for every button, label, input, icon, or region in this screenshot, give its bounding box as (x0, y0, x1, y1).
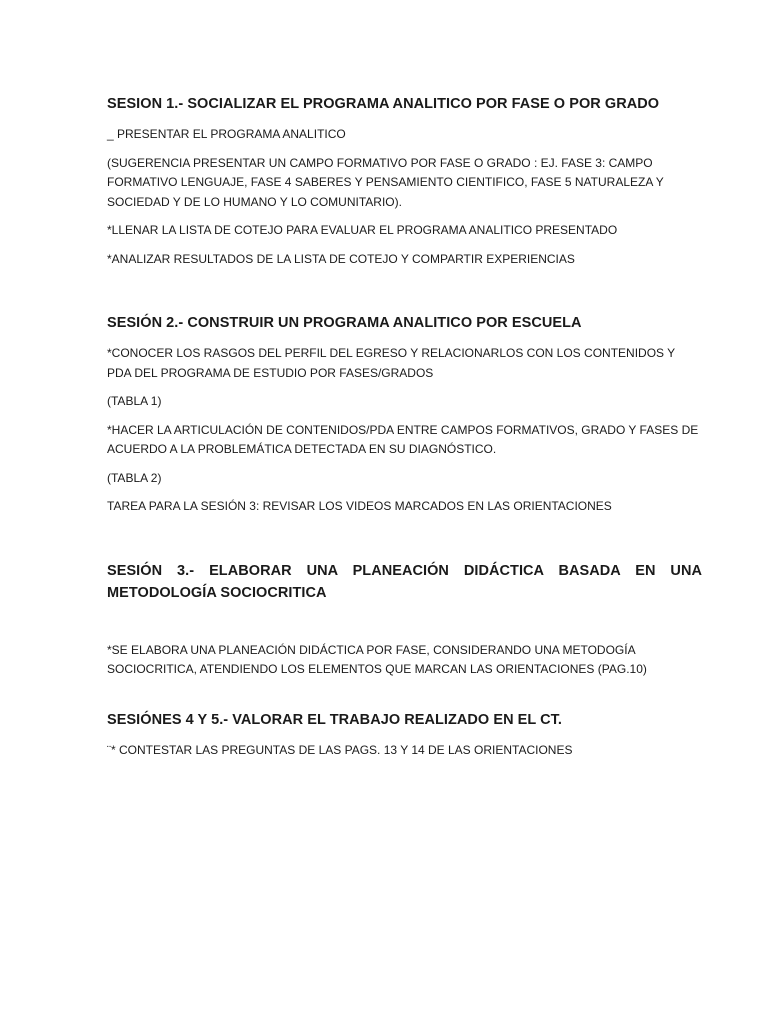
session-3-heading: SESIÓN 3.- ELABORAR UNA PLANEACIÓN DIDÁCTICA BASADA EN UNA METODOLOGÍA SOCIOCRITICA (107, 562, 702, 601)
session-2-paragraph-1: *CONOCER LOS RASGOS DEL PERFIL DEL EGRESO Y RELACIONARLOS CON LOS CONTENIDOS Y PDA DEL PROGRAMA DE ESTUDIO POR FASES/GRADOS (107, 346, 675, 380)
session-1-heading: SESION 1.- SOCIALIZAR EL PROGRAMA ANALITICO POR FASE O POR GRADO (107, 96, 660, 112)
session-4-5-paragraph-1: ¨* CONTESTAR LAS PREGUNTAS DE LAS PAGS. 13 Y 14 DE LAS ORIENTACIONES (107, 742, 573, 757)
session-1-paragraph-3: *LLENAR LA LISTA DE COTEJO PARA EVALUAR EL PROGRAMA ANALITICO PRESENTADO (107, 223, 618, 237)
session-2-paragraph-3: *HACER LA ARTICULACIÓN DE CONTENIDOS/PDA ENTRE CAMPOS FORMATIVOS, GRADO Y FASES DE ACUERDO A LA PROBLEMÁTICA DETECTADA EN SU DIAGNÓSTICO. (107, 422, 699, 456)
spacer (107, 526, 702, 560)
session-2-heading: SESIÓN 2.- CONSTRUIR UN PROGRAMA ANALITICO POR ESCUELA (107, 315, 582, 331)
session-3-paragraph-1: *SE ELABORA UNA PLANEACIÓN DIDÁCTICA POR FASE, CONSIDERANDO UNA METODOGÍA SOCIOCRITICA, ATENDIENDO LOS ELEMENTOS QUE MARCAN LAS ORIENTACIONES (PAG.10) (107, 642, 647, 676)
spacer (107, 614, 702, 641)
session-4-5 (107, 709, 702, 761)
session-1-paragraph-4: *ANALIZAR RESULTADOS DE LA LISTA DE COTEJO Y COMPARTIR EXPERIENCIAS (107, 251, 575, 266)
document-body (107, 93, 702, 769)
session-1-paragraph-2: (SUGERENCIA PRESENTAR UN CAMPO FORMATIVO POR FASE O GRADO : EJ. FASE 3: CAMPO FORMATIVO LENGUAJE, FASE 4 SABERES Y PENSAMIENTO CIENTIFICO, FASE 5 NATURALEZA Y SOCIEDAD Y DE LO HUMANO Y LO COMUNITARIO). (107, 155, 664, 209)
session-1-paragraph-1: _ PRESENTAR EL PROGRAMA ANALITICO (107, 127, 346, 141)
session-2 (107, 312, 702, 517)
session-2-paragraph-5: TAREA PARA LA SESIÓN 3: REVISAR LOS VIDEOS MARCADOS EN LAS ORIENTACIONES (107, 499, 612, 513)
spacer (107, 278, 702, 312)
session-2-paragraph-2: (TABLA 1) (107, 394, 162, 408)
spacer (107, 689, 702, 709)
session-1 (107, 93, 702, 269)
session-3 (107, 560, 702, 680)
session-4-5-heading: SESIÓNES 4 Y 5.- VALORAR EL TRABAJO REALIZADO EN EL CT. (107, 711, 563, 728)
session-2-paragraph-4: (TABLA 2) (107, 470, 162, 485)
